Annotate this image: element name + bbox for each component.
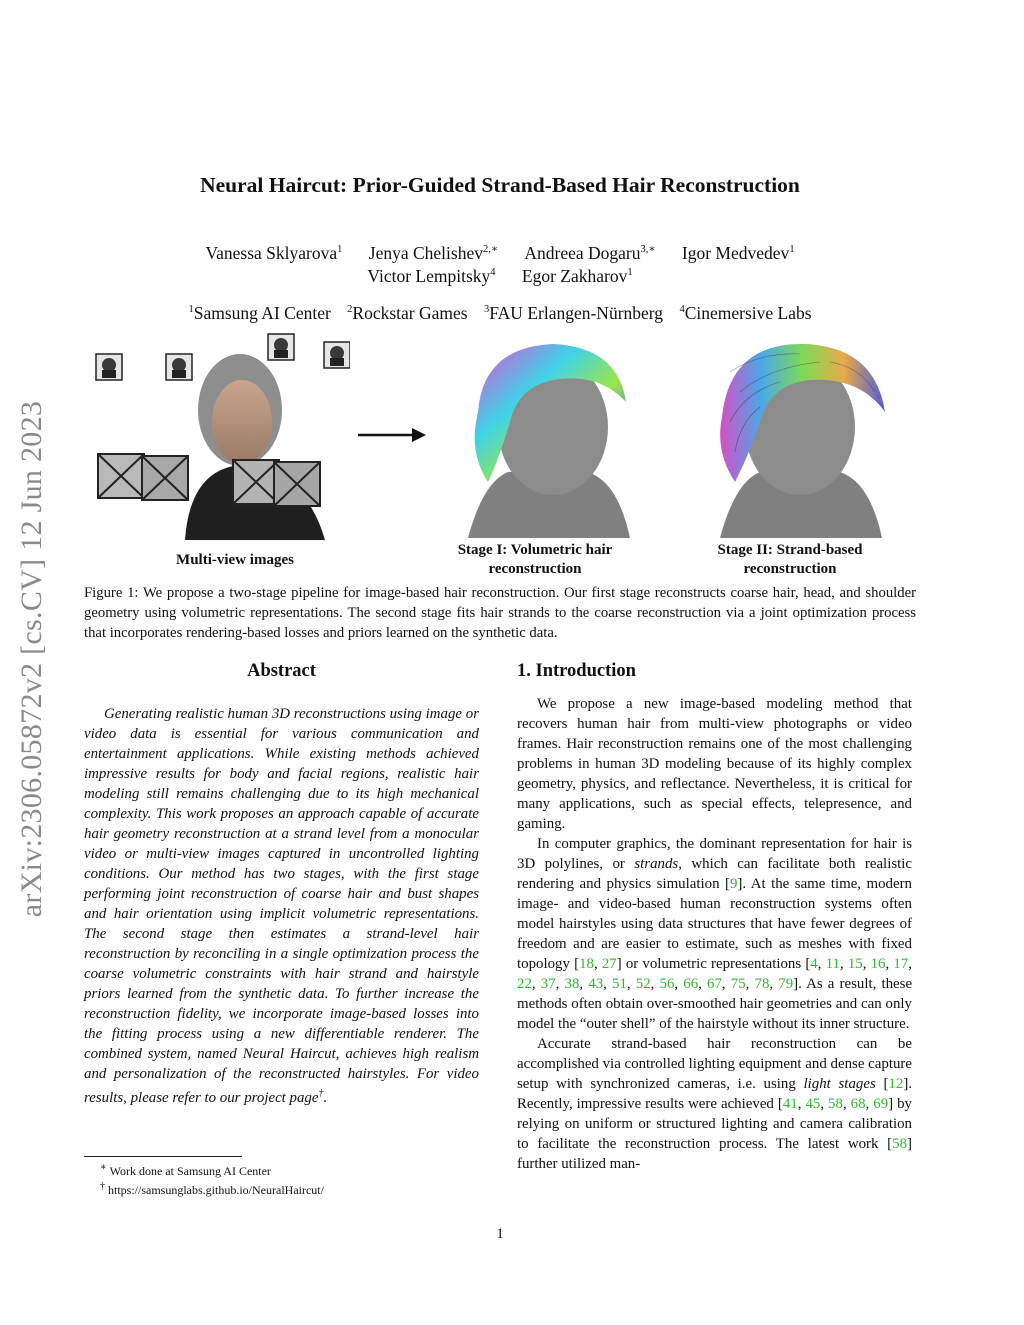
- arxiv-identifier: arXiv:2306.05872v2 [cs.CV] 12 Jun 2023: [15, 400, 48, 918]
- citation-link[interactable]: 75: [730, 976, 746, 992]
- citation-link[interactable]: 9: [729, 876, 738, 892]
- panel-label-multi-view: Multi-view images: [176, 552, 294, 568]
- paper-title: Neural Haircut: Prior-Guided Strand-Based Hair Reconstruction: [200, 173, 800, 197]
- panel-label-stage-1: Stage I: Volumetric hair reconstruction: [457, 542, 613, 577]
- affiliation: $^1$Samsung AI Center: [188, 303, 331, 323]
- citation-link[interactable]: 52: [635, 976, 651, 992]
- citation-link[interactable]: 12: [888, 1076, 904, 1092]
- intro-paragraph-1: We propose a new image-based modeling method that recovers human hair from multi-view photographs or video frames. Hair reconstruction remains one of the most challenging problems in human 3D modeling because of its highly complex geometry, physics, and reflectance. Nevertheless, it is critical for many applications, such as special effects, telepresence, and gaming.: [517, 696, 912, 832]
- footnote[interactable]: † https://samsunglabs.github.io/NeuralHaircut/: [100, 1181, 324, 1197]
- author: Igor Medvedev$^1$: [681, 243, 795, 263]
- page-number: 1: [496, 1226, 504, 1242]
- citation-link[interactable]: 68: [850, 1096, 866, 1112]
- camera-thumb: [96, 354, 122, 380]
- citation-link[interactable]: 16: [870, 956, 886, 972]
- affiliation: $^2$Rockstar Games: [347, 303, 468, 323]
- camera-frame: [98, 454, 144, 498]
- citation-link[interactable]: 67: [707, 976, 722, 992]
- citation-link[interactable]: 43: [588, 976, 604, 992]
- author: Vanessa Sklyarova$^1$: [205, 243, 343, 263]
- camera-thumb: [268, 334, 294, 360]
- citation-link[interactable]: 38: [564, 976, 580, 992]
- multi-view-images-illustration: [90, 330, 350, 540]
- citation-link[interactable]: 17: [893, 956, 909, 972]
- stage-1-volumetric-illustration: [448, 332, 638, 538]
- figure-caption: Figure 1: We propose a two-stage pipeline for image-based hair reconstruction. Our first stage reconstructs coarse hair, head, and shoulder geometry using volumetric representations. The second stage fits hair strands to the coarse reconstruction via a joint optimization process that incorporates rendering-based losses and priors learned on the synthetic data.: [84, 585, 916, 641]
- authors-line-1: [120, 242, 880, 264]
- citation-link[interactable]: 45: [805, 1096, 821, 1112]
- author: Andreea Dogaru$^{3,∗}$: [524, 243, 656, 263]
- citation-link[interactable]: 41: [782, 1096, 798, 1112]
- citation-link[interactable]: 58: [828, 1096, 843, 1112]
- author: Victor Lempitsky$^4$: [367, 266, 496, 286]
- citation-link[interactable]: 4: [810, 956, 818, 972]
- citation-link[interactable]: 27: [601, 956, 617, 972]
- affiliation: $^3$FAU Erlangen-Nürnberg: [483, 303, 664, 323]
- introduction-body: [517, 694, 912, 1174]
- citation-link[interactable]: 18: [579, 956, 594, 972]
- camera-thumb: [166, 354, 192, 380]
- citation-link[interactable]: 79: [778, 976, 794, 992]
- panel-label-stage-2: Stage II: Strand-based reconstruction: [717, 542, 863, 577]
- arrow-right-icon: [358, 425, 428, 445]
- citation-link[interactable]: 37: [540, 976, 556, 992]
- author: Egor Zakharov$^1$: [521, 266, 633, 286]
- camera-frame: [233, 460, 279, 504]
- citation-link[interactable]: 11: [825, 956, 840, 972]
- abstract-heading: Abstract: [247, 661, 316, 681]
- citation-link[interactable]: 66: [683, 976, 699, 992]
- citation-link[interactable]: 58: [892, 1136, 908, 1152]
- abstract-body: Generating realistic human 3D reconstructions using image or video data is essential for various communication and entertainment applications. While existing methods achieved impressive results for body and facial regions, realistic hair modeling still remains challenging due to its high mechanical complexity. This work proposes an approach capable of accurate hair geometry reconstruction at a strand level from a monocular video or multi-view images captured in uncontrolled lighting conditions. Our method has two stages, with the first stage performing joint reconstruction of coarse hair and bust shapes and hair orientation using implicit volumetric representations. The second stage then estimates a strand-level hair reconstruction by reconciling in a single optimization process the coarse volumetric constraints with hair strand and hairstyle priors learned from the synthetic data. To further increase the reconstruction fidelity, we incorporate image-based losses into the fitting process using a new differentiable renderer. The combined system, named Neural Haircut, achieves high realism and personalization of the reconstructed hairstyles. For video results, please refer to our project page†.: [84, 706, 479, 1106]
- footnotes: [84, 1160, 479, 1198]
- affiliation: $^4$Cinemersive Labs: [679, 303, 812, 323]
- citation-link[interactable]: 69: [873, 1096, 889, 1112]
- stage-2-strand-illustration: [700, 332, 890, 538]
- citation-link[interactable]: 78: [754, 976, 770, 992]
- intro-paragraph-3: Accurate strand-based hair reconstruction can be accomplished via controlled lighting equipment and dense capture setup with synchronized cameras, i.e. using light stages [12]. Recently, impressive results were achieved [41, 45, 58, 68, 69] by relying on uniform or structured lighting and camera calibration to facilitate the reconstruction process. The latest work [58] further utilized man-: [517, 1036, 912, 1172]
- affiliations: [80, 303, 920, 324]
- camera-frame: [142, 456, 188, 500]
- authors-line-2: [120, 265, 880, 287]
- citation-link[interactable]: 51: [612, 976, 627, 992]
- footnote: ∗ Work done at Samsung AI Center: [100, 1162, 271, 1178]
- figure-1: [90, 330, 920, 580]
- camera-thumb: [324, 342, 350, 368]
- footnote-rule: [84, 1156, 242, 1157]
- citation-link[interactable]: 15: [847, 956, 863, 972]
- citation-link[interactable]: 22: [517, 976, 532, 992]
- camera-frame: [274, 462, 320, 506]
- intro-paragraph-2: In computer graphics, the dominant representation for hair is 3D polylines, or strands, which can facilitate both realistic rendering and physics simulation [9]. At the same time, modern image- and video-based human reconstruction systems often model hairstyles using data structures that have fewer degrees of freedom and are easier to estimate, such as meshes with fixed topology [18, 27] or volumetric representations [4, 11, 15, 16, 17, 22, 37, 38, 43, 51, 52, 56, 66, 67, 75, 78, 79]. As a result, these methods often obtain over-smoothed hair geometries and can only model the “outer shell” of the hairstyle without its inner structure.: [517, 836, 913, 1032]
- author: Jenya Chelishev$^{2,∗}$: [368, 243, 498, 263]
- introduction-heading: 1. Introduction: [517, 661, 636, 681]
- citation-link[interactable]: 56: [659, 976, 675, 992]
